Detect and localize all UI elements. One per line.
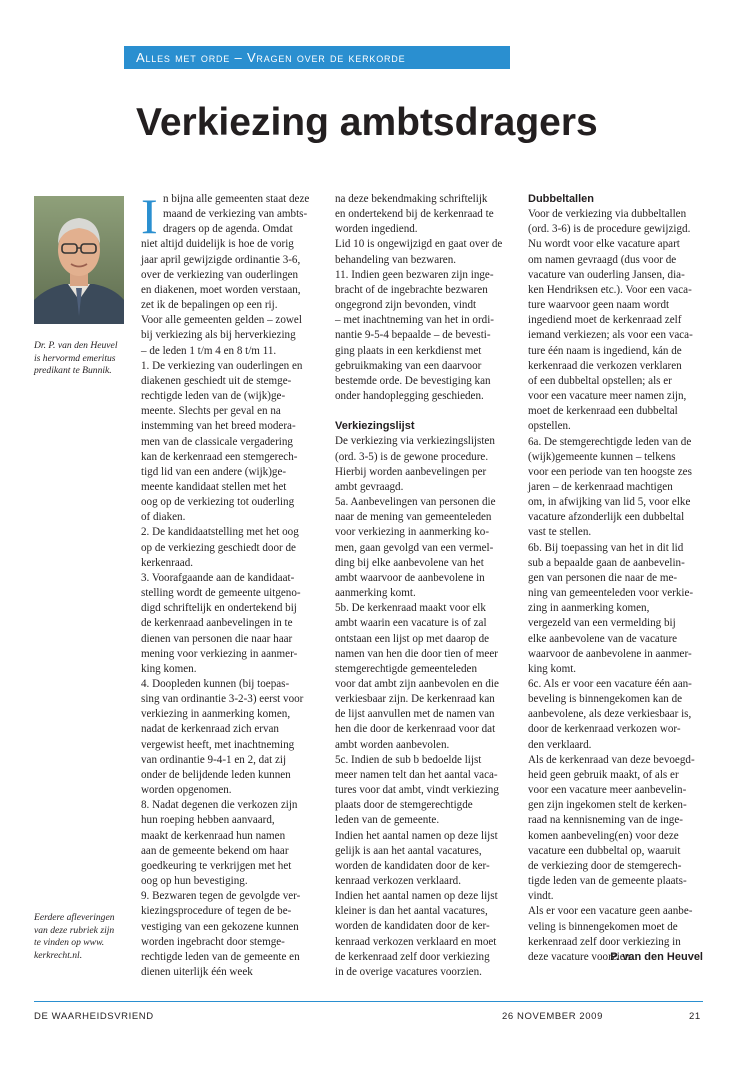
text-line: ning van gemeenteleden voor verkie- xyxy=(528,587,694,600)
text-line: vacature een dubbeltal op, waaruit xyxy=(528,844,681,857)
text-line: instemming van het breed modera- xyxy=(141,420,296,433)
text-line: de verkiezing door de stemgerech- xyxy=(528,859,682,872)
text-line: heid geen gebruik maakt, of als er xyxy=(528,768,679,781)
text-line: worden de kandidaten door de ker- xyxy=(335,859,490,872)
text-line: vindt. xyxy=(528,890,554,903)
text-line: 11. Indien geen bezwaren zijn inge- xyxy=(335,268,494,281)
author-portrait-image xyxy=(34,196,124,324)
text-line: aanmerking komt. xyxy=(335,587,416,600)
article-column-2 xyxy=(335,192,513,980)
text-line: Lid 10 is ongewijzigd en gaat over de xyxy=(335,238,503,251)
text-line: plaats door de stemgerechtigde xyxy=(335,799,473,812)
text-line: meente. Slechts per geval en na xyxy=(141,405,281,418)
text-line: iemand verkiezen; als voor een vaca- xyxy=(528,329,693,342)
text-line: worden ingebracht door stemge- xyxy=(141,935,285,948)
text-line: Als er voor een vacature geen aanbe- xyxy=(528,905,693,918)
text-line: 5b. De kerkenraad maakt voor elk xyxy=(335,602,486,615)
text-line: dragers op de agenda. Omdat xyxy=(163,223,293,236)
footer-rule xyxy=(34,1001,703,1002)
note-line: van deze rubriek zijn xyxy=(34,924,115,936)
text-line: aanbevolene, als deze verkiesbaar is, xyxy=(528,708,692,721)
text-line: verkiezing in aanmerking komen, xyxy=(141,708,291,721)
text-line: niet altijd duidelijk is hoe de vorig xyxy=(141,238,294,251)
text-line: Nu wordt voor elke vacature apart xyxy=(528,238,680,251)
page-number: 21 xyxy=(689,1011,701,1022)
text-line: bestemde orde. De bevestiging kan xyxy=(335,374,491,387)
section-heading-dubbeltallen: Dubbeltallen xyxy=(528,193,595,205)
author-photo xyxy=(34,196,124,324)
text-line: kenraad verkozen verklaard en moet xyxy=(335,935,497,948)
text-line: vestiging van een gekozene kunnen xyxy=(141,920,299,933)
text-line: Indien het aantal namen op deze lijst xyxy=(335,829,498,842)
author-signature: P. van den Heuvel xyxy=(610,951,703,963)
text-line: tures voor dat ambt, vindt verkiezing xyxy=(335,784,499,797)
text-line: verkiesbaar zijn. De kerkenraad kan xyxy=(335,693,495,706)
text-line: ture waarvoor geen naam wordt xyxy=(528,299,670,312)
note-line: kerkrecht.nl. xyxy=(34,949,83,961)
section-heading-verkiezingslijst: Verkiezingslijst xyxy=(335,420,415,433)
text-line: – met inachtneming van het in ordi- xyxy=(335,314,494,327)
text-line: kerkenraad zelf door verkiezing in xyxy=(528,935,681,948)
text-line: 8. Nadat degenen die verkozen zijn xyxy=(141,799,298,812)
text-line: onder handoplegging geschieden. xyxy=(335,390,484,403)
note-line: Eerdere afleveringen xyxy=(34,912,115,923)
text-line: nantie 9-5-4 bepaalde – de bevesti- xyxy=(335,329,491,342)
text-line: 2. De kandidaatstelling met het oog xyxy=(141,526,299,539)
text-line: diakenen geschiedt uit de stemge- xyxy=(141,374,292,387)
text-line: komen aanbeveling(en) voor deze xyxy=(528,829,679,842)
text-line: elke aanbevolene van de vacature xyxy=(528,632,678,645)
text-line: over de verkiezing van ouderlingen xyxy=(141,268,299,281)
text-line: 9. Bezwaren tegen de gevolgde ver- xyxy=(141,890,301,903)
text-line: voor dat ambt zijn aanbevolen en die xyxy=(335,677,499,690)
text-line: leden van de gemeente. xyxy=(335,814,440,827)
text-line: kiezingsprocedure of tegen de be- xyxy=(141,905,292,918)
text-line: ambt waarin een vacature is of zal xyxy=(335,617,487,630)
caption-line: is hervormd emeritus xyxy=(34,352,116,364)
text-line: moet de kerkenraad een dubbeltal xyxy=(528,405,678,418)
text-line: kan de kerkenraad een stemgerech- xyxy=(141,450,298,463)
text-line: men van de classicale vergadering xyxy=(141,435,293,448)
text-line: hun roeping hebben aanvaard, xyxy=(141,814,275,827)
text-line: voor verkiezing in aanmerking ko- xyxy=(335,526,490,539)
text-line: vast te stellen. xyxy=(528,526,592,539)
text-line: Voor alle gemeenten gelden – zowel xyxy=(141,314,302,327)
text-line: (wijk)gemeente kunnen – telkens xyxy=(528,450,676,463)
caption-line: predikant te Bunnik. xyxy=(34,365,112,377)
text-line: ontstaan een lijst op met daarop de xyxy=(335,632,490,645)
article-column-1 xyxy=(141,188,319,980)
text-line: voor een vacature meer namen zijn, xyxy=(528,390,687,403)
text-line: behandeling van bezwaren. xyxy=(335,253,457,266)
text-line: gelijk is aan het aantal vacatures, xyxy=(335,844,482,857)
text-line: worden de kandidaten door de ker- xyxy=(335,920,490,933)
text-line: veling is binnengekomen moet de xyxy=(528,920,678,933)
text-line: opstellen. xyxy=(528,420,571,433)
text-line: en ondertekend bij de kerkenraad te xyxy=(335,208,494,221)
text-line: rechtigde leden van de (wijk)ge- xyxy=(141,390,286,403)
text-line: gen van personen die naar de me- xyxy=(528,571,678,584)
text-line: men, gaan gevolgd van een vermel- xyxy=(335,541,494,554)
text-line: oog op hun bevestiging. xyxy=(141,875,248,888)
text-line: tigde leden van de gemeente plaats- xyxy=(528,875,687,888)
text-line: rechtigde leden van de gemeente en xyxy=(141,950,300,963)
text-line: 5c. Indien de sub b bedoelde lijst xyxy=(335,753,482,766)
text-line: maand de verkiezing van ambts- xyxy=(163,208,308,221)
article-title: Verkiezing ambtsdragers xyxy=(136,101,598,144)
text-line: ambt waarvoor de aanbevolene in xyxy=(335,571,485,584)
text-line: stelling wordt de gemeente uitgeno- xyxy=(141,587,301,600)
text-line: gebruikmaking van een daarvoor xyxy=(335,359,482,372)
text-line: maakt de kerkenraad hun namen xyxy=(141,829,286,842)
text-line: n bijna alle gemeenten staat deze xyxy=(163,193,310,205)
text-line: 6a. De stemgerechtigde leden van de xyxy=(528,435,692,448)
text-line: king komen. xyxy=(141,662,197,675)
text-line: voor een periode van ten hoogste zes xyxy=(528,465,692,478)
text-line: kerkenraad die verkozen verklaren xyxy=(528,359,682,372)
text-line: kerkenraad. xyxy=(141,556,194,569)
text-line: deze vacature voorzien. xyxy=(528,950,634,963)
text-line: goedkeuring te verkrijgen met het xyxy=(141,859,292,872)
text-line: 3. Voorafgaande aan de kandidaat- xyxy=(141,571,295,584)
text-line: of een dubbeltal opstellen; als er xyxy=(528,374,672,387)
text-line: namen van hen die door tien of meer xyxy=(335,647,498,660)
text-line: vacature afzonderlijk een dubbeltal xyxy=(528,511,685,524)
text-line: gen zijn ingekomen stelt de kerken- xyxy=(528,799,687,812)
text-line: ingediend moet de kerkenraad zelf xyxy=(528,314,682,327)
text-line: sub a bepaalde gaan de aanbevelin- xyxy=(528,556,685,569)
text-line: stemgerechtigde gemeenteleden xyxy=(335,662,477,675)
text-line: nadat de kerkenraad zich ervan xyxy=(141,723,279,736)
text-line: meer namen telt dan het aantal vaca- xyxy=(335,768,498,781)
footer-publication: DE WAARHEIDSVRIEND xyxy=(34,1011,154,1022)
text-line: Indien het aantal namen op deze lijst xyxy=(335,890,498,903)
text-line: na deze bekendmaking schriftelijk xyxy=(335,193,488,205)
text-line: 4. Doopleden kunnen (bij toepas- xyxy=(141,678,290,690)
text-line: worden ingediend. xyxy=(335,223,418,236)
text-line: mening voor verkiezing in aanmer- xyxy=(141,647,298,660)
text-line: door de kerkenraad verkozen wor- xyxy=(528,723,681,736)
text-line: de kerkenraad aanbevelingen in te xyxy=(141,617,293,630)
text-line: king komt. xyxy=(528,662,577,675)
text-line: 6b. Bij toepassing van het in dit lid xyxy=(528,541,684,554)
text-line: om, in afwijking van lid 5, voor elke xyxy=(528,496,691,509)
text-line: voor een vacature meer aanbevelin- xyxy=(528,784,687,797)
text-line: naar de mening van gemeenteleden xyxy=(335,511,492,524)
text-line: beveling is binnengekomen kan de xyxy=(528,693,683,706)
text-line: 6c. Als er voor een vacature één aan- xyxy=(528,678,692,690)
text-line: digd schriftelijk en ondertekend bij xyxy=(141,602,297,615)
text-line: ambt worden aanbevolen. xyxy=(335,738,450,751)
text-line: hen die door de kerkenraad voor dat xyxy=(335,723,496,736)
text-line: jaar april gewijzigde ordinantie 3-6, xyxy=(141,253,301,266)
text-line: de kerkenraad zelf door verkiezing xyxy=(335,950,490,963)
text-line: kleiner is dan het aantal vacatures, xyxy=(335,905,488,918)
text-line: (ord. 3-5) is de gewone procedure. xyxy=(335,450,489,463)
note-line: te vinden op www. xyxy=(34,937,105,949)
drop-cap: I xyxy=(141,188,158,244)
photo-caption xyxy=(34,340,126,378)
article-column-3 xyxy=(528,192,706,965)
text-line: en diakenen, moet worden verstaan, xyxy=(141,283,301,296)
text-line: 1. De verkiezing van ouderlingen en xyxy=(141,359,303,372)
text-line: onder de belijdende leden kunnen xyxy=(141,768,291,781)
text-line: ambt gevraagd. xyxy=(335,480,404,493)
text-line: De verkiezing via verkiezingslijsten xyxy=(335,435,495,448)
text-line: sing van ordinantie 3-2-3) eerst voor xyxy=(141,693,304,706)
text-line: om namen gevraagd (dus voor de xyxy=(528,253,677,266)
text-line: raad na kennisneming van de inge- xyxy=(528,814,683,827)
text-line: bij verkiezing als bij herverkiezing xyxy=(141,329,296,342)
text-line: dienen van personen die naar haar xyxy=(141,632,293,645)
text-line: bracht of de ingebrachte bezwaren xyxy=(335,283,488,296)
text-line: den verklaard. xyxy=(528,738,592,751)
text-line: tigd lid van een andere (wijk)ge- xyxy=(141,465,287,478)
text-line: kenraad verkozen verklaard. xyxy=(335,875,461,888)
footer-date: 26 NOVEMBER 2009 xyxy=(502,1011,603,1022)
text-line: waarvoor de aanbevolene in aanmer- xyxy=(528,647,692,660)
text-line: worden opgenomen. xyxy=(141,784,232,797)
text-line: aan de gemeente bekend om haar xyxy=(141,844,289,857)
text-line: Hierbij worden aanbevelingen per xyxy=(335,465,487,478)
text-line: 5a. Aanbevelingen van personen die xyxy=(335,496,496,509)
text-line: – de leden 1 t/m 4 en 8 t/m 11. xyxy=(141,344,277,357)
text-line: ging plaats in een kerkdienst met xyxy=(335,344,482,357)
text-line: zet ik de bepalingen op een rij. xyxy=(141,299,278,312)
text-line: ding bij elke aanbevolene van het xyxy=(335,556,484,569)
text-line: jaren – de kerkenraad machtigen xyxy=(528,480,673,493)
text-line: vacature van ouderling Jansen, dia- xyxy=(528,268,685,281)
text-line: ture één naam is ingediend, kán de xyxy=(528,344,682,357)
text-line: in de overige vacatures voorzien. xyxy=(335,965,482,978)
text-line: ongegrond zijn bevonden, vindt xyxy=(335,299,477,312)
text-line: ken Hendriksen etc.). Voor een vaca- xyxy=(528,283,692,296)
text-line: meente kandidaat stellen met het xyxy=(141,480,287,493)
section-banner: Alles met orde – Vragen over de kerkorde xyxy=(124,46,510,69)
text-line: Als de kerkenraad van deze bevoegd- xyxy=(528,753,695,766)
previous-installments-note xyxy=(34,912,126,962)
text-line: oog op de verkiezing tot ouderling xyxy=(141,496,295,509)
text-line: vergezeld van een vermelding bij xyxy=(528,617,676,630)
text-line: dienen uiterlijk één week xyxy=(141,965,253,978)
text-line: zing in aanmerking komen, xyxy=(528,602,650,615)
text-line: de lijst aanvullen met de namen van xyxy=(335,708,495,721)
caption-line: Dr. P. van den Heuvel xyxy=(34,340,118,351)
text-line: van ordinantie 9-4-1 en 2, dat zij xyxy=(141,753,287,766)
text-line: (ord. 3-6) is de procedure gewijzigd. xyxy=(528,223,691,236)
text-line: op de verkiezing geschiedt door de xyxy=(141,541,296,554)
text-line: vergewist heeft, met inachtneming xyxy=(141,738,295,751)
text-line: of diaken. xyxy=(141,511,186,524)
text-line: Voor de verkiezing via dubbeltallen xyxy=(528,208,687,221)
